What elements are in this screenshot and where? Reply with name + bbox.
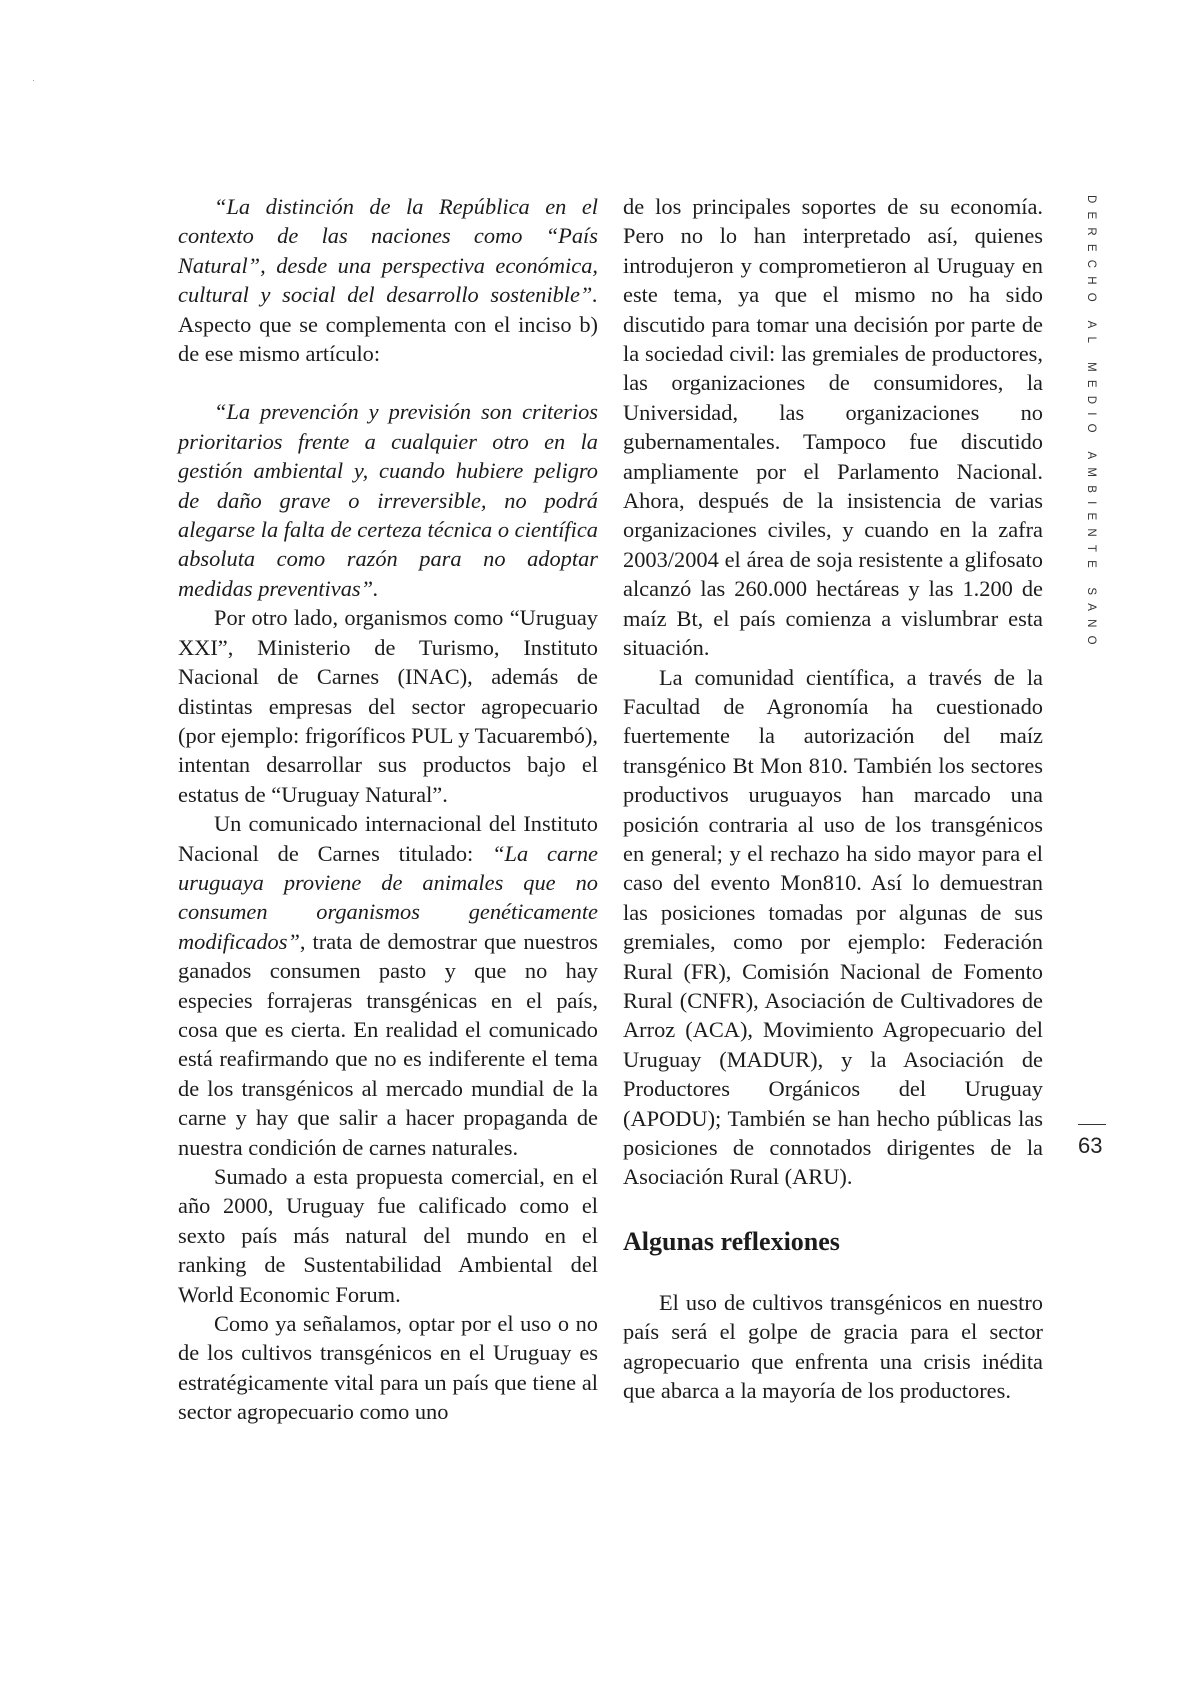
paragraph-estrategico: Como ya señalamos, optar por el uso o no de los cultivos transgénicos en el Uruguay es estratégicamente vital para un país que tiene al sector agropecuario como uno (178, 1311, 598, 1425)
paragraph-comunicado-start: Un comunicado internacional del Instituto Nacional de Carnes titulado: (178, 811, 598, 866)
quote-pais-natural (178, 192, 598, 368)
section-heading: Algunas reflexiones (623, 1226, 840, 1256)
page-number: 63 (1078, 1133, 1103, 1158)
right-column (623, 192, 1043, 1405)
paragraph-comunicado-title: “La carne uruguaya proviene de animales que no consumen organismos genéticamente modificados” (178, 840, 598, 954)
paragraph-comunicado (178, 809, 598, 1162)
page-number-rule (1078, 1124, 1106, 1125)
paragraph-comunidad-cientifica: La comunidad científica, a través de la Facultad de Agronomía ha cuestionado fuertemente la autorización del maíz transgénico Bt Mon 810. También los sectores productivos uruguayos han marcado una posición contraria al uso de los transgénicos en general; y el rechazo ha sido mayor para el caso del evento Mon810. Así lo demuestran las posiciones tomadas por algunas de sus gremiales, como por ejemplo: Federación Rural (FR), Comisión Nacional de Fomento Rural (CNFR), Asociación de Cultivadores de Arroz (ACA), Movimiento Agropecuario del Uruguay (MADUR), y la Asociación de Productores Orgánicos del Uruguay (APODU); También se han hecho públicas las posiciones de connotados dirigentes de la Asociación Rural (ARU). (623, 664, 1043, 1190)
scan-speck (33, 80, 34, 81)
quote-prevencion: “La prevención y previsión son criterios prioritarios frente a cualquier otro en la gestión ambiental y, cuando hubiere peligro de daño grave o irreversible, no podrá alegarse la falta de certeza técnica o científica absoluta como razón para no adoptar medidas preventivas”. (178, 399, 598, 601)
paragraph-comunicado-end: , trata de demostrar que nuestros ganados consumen pasto y que no hay especies forrajeras transgénicas en el país, cosa que es cierta. En realidad el comunicado está reafirmando que no es indiferente el tema de los transgénicos al mercado mundial de la carne y hay que salir a hacer propaganda de nuestra condición de carnes naturales. (178, 928, 598, 1160)
paragraph-economia: de los principales soportes de su economía. Pero no lo han interpretado así, quienes introdujeron y comprometieron al Uruguay en este tema, ya que el mismo no ha sido discutido para tomar una decisión por parte de la sociedad civil: las gremiales de productores, las organizaciones de consumidores, la Universidad, las organizaciones no gubernamentales. Tampoco fue discutido ampliamente por el Parlamento Nacional. Ahora, después de la insistencia de varias organizaciones civiles, y cuando en la zafra 2003/2004 el área de soja resistente a glifosato alcanzó las 260.000 hectáreas y las 1.200 de maíz Bt, el país comienza a vislumbrar esta situación. (623, 194, 1043, 661)
quote-pais-natural-italic: “La distinción de la República en el contexto de las naciones como “País Natural”, desde una perspectiva económica, cultural y social del desarrollo sostenible”. (178, 194, 598, 308)
paragraph-ranking: Sumado a esta propuesta comercial, en el año 2000, Uruguay fue calificado como el sexto país más natural del mundo en el ranking de Sustentabilidad Ambiental del World Economic Forum. (178, 1164, 598, 1307)
quote-pais-natural-continuation: Aspecto que se complementa con el inciso b) de ese mismo artículo: (178, 311, 598, 367)
running-head: DERECHO AL MEDIO AMBIENTE SANO (1085, 195, 1097, 653)
paragraph-organismos: Por otro lado, organismos como “Uruguay XXI”, Ministerio de Turismo, Instituto Nacional de Carnes (INAC), además de distintas empresas del sector agropecuario (por ejemplo: frigoríficos PUL y Tacuarembó), intentan desarrollar sus productos bajo el estatus de “Uruguay Natural”. (178, 605, 598, 807)
paragraph-reflexiones: El uso de cultivos transgénicos en nuestro país será el golpe de gracia para el sector agropecuario que enfrenta una crisis inédita que abarca a la mayoría de los productores. (623, 1289, 1043, 1404)
left-column (178, 192, 598, 1427)
